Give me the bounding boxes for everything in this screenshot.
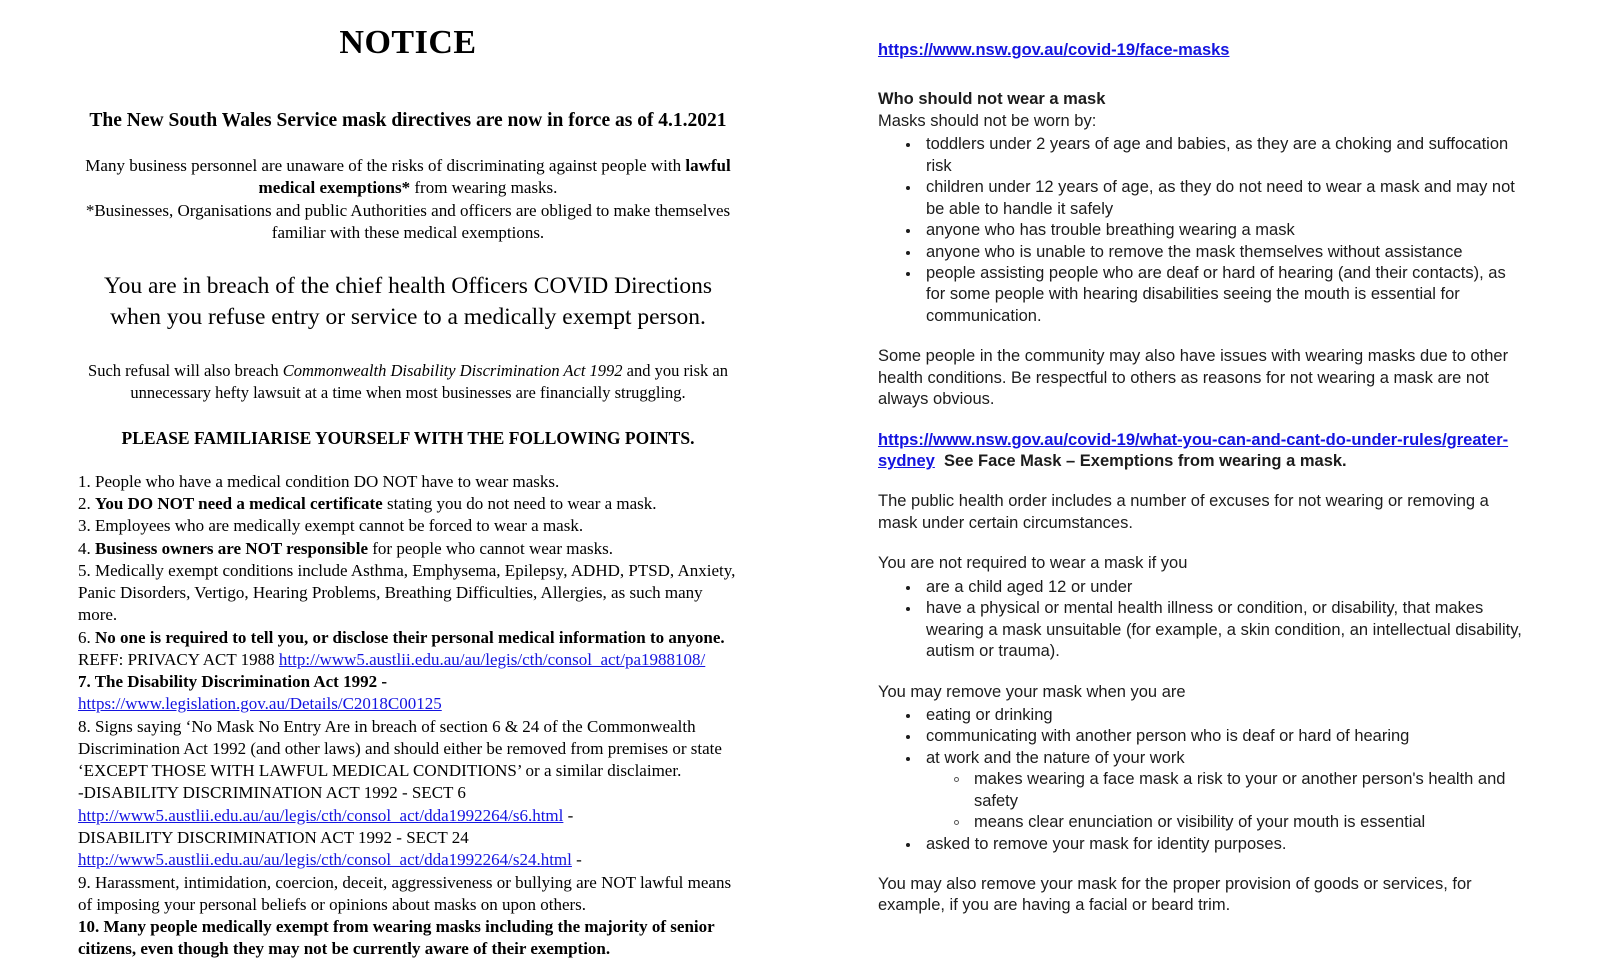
point-6-reference [78,649,738,671]
nsw-greater-sydney-link[interactable]: https://www.nsw.gov.au/covid-19/what-you-can-and-cant-do-under-rules/greater-sydney [878,430,1509,470]
list-item: are a child aged 12 or under [926,577,1528,598]
point-2-bold: You DO NOT need a medical certificate [95,493,383,513]
dda-sect24-link[interactable]: http://www5.austlii.edu.au/au/legis/cth/consol_act/dda1992264/s24.html [78,850,572,870]
lawful-medical-exemptions-bold: lawful medical exemptions* [258,155,731,198]
intro-text-a: Many business personnel are unaware of the risks of discriminating against people with [85,155,686,175]
legislation-gov-au-link[interactable]: https://www.legislation.gov.au/Details/C2018C00125 [78,694,442,714]
familiarise-heading: PLEASE FAMILIARISE YOURSELF WITH THE FOLLOWING POINTS. [121,427,695,448]
list-item: communicating with another person who is deaf or hard of hearing [926,726,1528,747]
refusal-text-b: and you risk an unnecessary hefty lawsuit at a time when most businesses are financially struggling. [130,360,728,402]
list-item: at work and the nature of your work [926,748,1528,769]
point-4 [78,538,738,560]
list-item: anyone who has trouble breathing wearing a mask [926,220,1528,241]
masks-should-not-be-worn-lead: Masks should not be worn by: [878,111,1097,130]
intro-paragraph-1 [78,155,738,200]
privacy-act-label: REFF: PRIVACY ACT 1988 [78,649,279,669]
left-column-notice [0,0,800,959]
some-people-paragraph: Some people in the community may also have issues with wearing masks due to other health conditions. Be respectful to others as reasons for not wearing a mask are not always obvious. [878,347,1509,409]
nsw-face-masks-link[interactable]: https://www.nsw.gov.au/covid-19/face-masks [878,41,1230,59]
list-item: eating or drinking [926,705,1528,726]
face-masks-link-line [878,40,1528,61]
who-should-not-wear-list [878,134,1528,327]
point-6-number: 6. [78,627,95,647]
sect-24-trailing-dash: - [571,850,582,870]
also-remove-paragraph: You may also remove your mask for the proper provision of goods or services, for example, if you are having a facial or beard trim. [878,875,1472,915]
sub-list-container [926,769,1528,833]
point-5: 5. Medically exempt conditions include Asthma, Emphysema, Epilepsy, ADHD, PTSD, Anxiety, Panic Disorders, Vertigo, Hearing Problems, Breathing Difficulties, Allergies, as such many more. [78,560,736,625]
act-citation-italic: Commonwealth Disability Discrimination Act 1992 [282,360,623,380]
dda-sect6-link[interactable]: http://www5.austlii.edu.au/au/legis/cth/consol_act/dda1992264/s6.html [78,805,564,825]
point-4-number: 4. [78,538,95,558]
list-item: children under 12 years of age, as they do not need to wear a mask and may not be able to handle it safely [926,177,1528,220]
point-10-number: 10. [78,917,104,937]
privacy-act-link[interactable]: http://www5.austlii.edu.au/au/legis/cth/consol_act/pa1988108/ [278,649,706,669]
list-item: have a physical or mental health illness or condition, or disability, that makes wearing a mask unsuitable (for example, a skin condition, an intellectual disability, autism or trauma). [926,598,1528,662]
may-remove-list [878,705,1528,855]
points-list [78,471,738,961]
right-column-nsw-excerpt [800,0,1600,915]
sub-list-item: makes wearing a face mask a risk to your or another person's health and safety [974,769,1528,812]
point-10-bold: Many people medically exempt from wearing masks including the majority of senior citizens, even though they may not be currently aware of their exemption. [78,917,715,959]
directive-heading: The New South Wales Service mask directives are now in force as of 4.1.2021 [89,110,727,132]
list-item: anyone who is unable to remove the mask themselves without assistance [926,242,1528,263]
intro-text-b: from wearing masks. [410,178,558,198]
list-item: people assisting people who are deaf or hard of hearing (and their contacts), as for some people with hearing disabilities seeing the mouth is essential for communication. [926,263,1528,327]
point-4-bold: Business owners are NOT responsible [95,538,368,558]
intro-paragraph-2: *Businesses, Organisations and public Authorities and officers are obliged to make themselves familiar with these medical exemptions. [85,200,731,243]
point-1: 1. People who have a medical condition DO NOT have to wear masks. [78,471,560,491]
point-2-rest: stating you do not need to wear a mask. [382,493,657,513]
point-7-bold: 7. The Disability Discrimination Act 1992 - [78,672,387,692]
greater-sydney-link-line [878,430,1528,473]
refusal-statement [78,360,738,404]
work-nature-sub-list [926,769,1528,833]
point-7 [78,671,738,693]
sub-list-item: means clear enunciation or visibility of your mouth is essential [974,812,1528,833]
point-10 [78,916,738,961]
page-title: NOTICE [339,24,477,61]
sect-6-trailing-dash: - [563,805,574,825]
list-item: toddlers under 2 years of age and babies, as they are a choking and suffocation risk [926,134,1528,177]
sect-6-label: -DISABILITY DISCRIMINATION ACT 1992 - SECT 6 [78,783,466,803]
not-required-list [878,577,1528,663]
sect-24-label: DISABILITY DISCRIMINATION ACT 1992 - SECT 24 [78,827,469,847]
sect-24-link-line [78,849,738,871]
point-8: 8. Signs saying ‘No Mask No Entry Are in breach of section 6 & 24 of the Commonwealth Discrimination Act 1992 (and other laws) and should either be removed from premises or state ‘EXCEPT THOSE WITH LAWFUL MEDICAL CONDITIONS’ or a similar disclaimer. [78,716,722,781]
point-3: 3. Employees who are medically exempt cannot be forced to wear a mask. [78,516,584,536]
who-should-not-wear-heading: Who should not wear a mask [878,90,1106,109]
point-6 [78,627,738,649]
may-remove-lead: You may remove your mask when you are [878,682,1186,701]
point-6-bold: No one is required to tell you, or disclose their personal medical information to anyone. [95,627,725,647]
list-item: asked to remove your mask for identity purposes. [926,834,1528,855]
see-face-mask-note: See Face Mask – Exemptions from wearing a mask. [944,452,1347,470]
point-2-number: 2. [78,493,95,513]
point-2 [78,493,738,515]
point-7-link-line [78,693,738,715]
breach-statement: You are in breach of the chief health Officers COVID Directions when you refuse entry or service to a medically exempt person. [104,272,712,331]
not-required-lead: You are not required to wear a mask if you [878,554,1188,573]
sect-6-link-line [78,805,738,827]
point-9: 9. Harassment, intimidation, coercion, deceit, aggressiveness or bullying are NOT lawful means of imposing your personal beliefs or opinions about masks on upon others. [78,872,732,914]
refusal-text-a: Such refusal will also breach [88,360,283,380]
point-4-rest: for people who cannot wear masks. [368,538,614,558]
public-health-order-paragraph: The public health order includes a number of excuses for not wearing or removing a mask under certain circumstances. [878,492,1489,532]
